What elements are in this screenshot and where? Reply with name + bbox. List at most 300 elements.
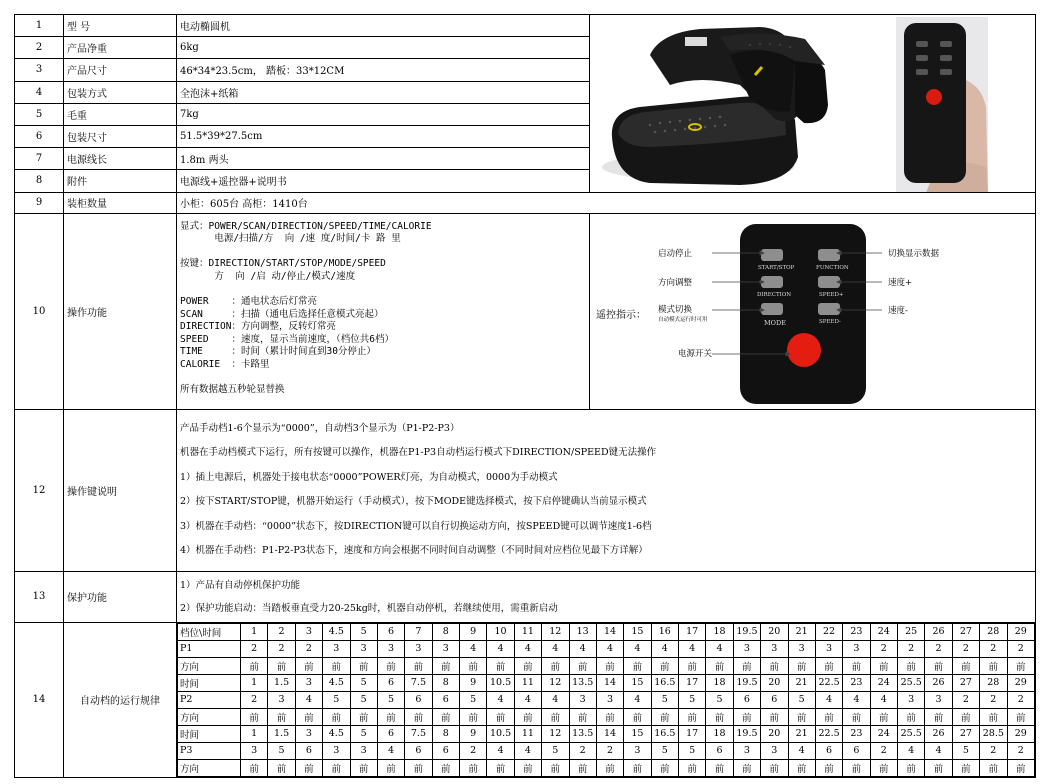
schedule-cell: 27	[952, 674, 979, 691]
schedule-cell: 4	[843, 691, 870, 708]
schedule-cell: 前	[925, 759, 952, 776]
schedule-cell: 前	[815, 708, 842, 725]
schedule-cell: 22	[815, 623, 842, 640]
schedule-cell: 10.5	[487, 725, 514, 742]
schedule-cell: 前	[679, 708, 706, 725]
schedule-cell: 4	[624, 640, 651, 657]
schedule-cell: 4	[624, 691, 651, 708]
schedule-cell: 4	[569, 640, 596, 657]
schedule-cell: 3	[733, 742, 760, 759]
schedule-cell: 4	[295, 691, 322, 708]
schedule-cell: 前	[1007, 708, 1035, 725]
spec-body	[15, 15, 1036, 778]
schedule-cell: 5	[706, 691, 733, 708]
schedule-cell: 10	[487, 623, 514, 640]
schedule-cell: 1.5	[268, 725, 295, 742]
label-mode: 模式切换	[658, 305, 693, 315]
row-number: 1	[15, 15, 64, 37]
operation-line	[180, 246, 586, 259]
schedule-cell: 前	[377, 759, 404, 776]
schedule-cell: 前	[241, 708, 268, 725]
operation-line: SCAN ：扫描（通电后选择任意模式亮起）	[180, 308, 384, 320]
schedule-cell: 前	[405, 759, 432, 776]
schedule-row-label: 方向	[178, 708, 241, 725]
schedule-cell: 前	[569, 657, 596, 674]
schedule-cell: 2	[870, 640, 897, 657]
schedule-cell: 前	[295, 759, 322, 776]
operation-line: TIME ：时间（累计时间直到30分停止）	[180, 346, 376, 358]
schedule-row-label: P3	[178, 742, 241, 759]
auto-schedule-table	[177, 623, 1035, 777]
schedule-cell: 前	[1007, 657, 1035, 674]
btn-direction: DIRECTION	[757, 292, 792, 298]
schedule-cell: 前	[952, 708, 979, 725]
row-label: 装柜数量	[64, 192, 177, 213]
schedule-cell: 前	[241, 657, 268, 674]
keys-line: 2）按下START/STOP键，机器开始运行（手动模式），按下MODE键选择模式，按下启停键确认当前显示模式	[180, 496, 647, 507]
schedule-cell: 前	[268, 657, 295, 674]
schedule-cell: 5	[350, 725, 377, 742]
protection-line: 2）保护功能启动：当踏板垂直受力20-25kg时，机器自动停机，若继续使用，需重新启动	[180, 602, 558, 614]
schedule-cell: 2	[1007, 640, 1035, 657]
row-value: 46*34*23.5cm， 踏板：33*12CM	[177, 59, 590, 81]
row-label: 自动档的运行规律	[64, 622, 177, 777]
label-mode-sub: 自动模式运行时可用	[658, 317, 708, 323]
schedule-cell: 3	[350, 742, 377, 759]
row-number: 10	[15, 213, 64, 409]
operation-row	[15, 213, 1036, 409]
schedule-cell: 4	[460, 640, 487, 657]
schedule-cell: 25.5	[898, 674, 925, 691]
schedule-row	[178, 657, 1035, 674]
schedule-cell: 8	[432, 725, 459, 742]
schedule-cell: 前	[679, 657, 706, 674]
operation-line: POWER ：通电状态后灯常亮	[180, 296, 317, 308]
schedule-cell: 15	[624, 674, 651, 691]
schedule-cell: 前	[706, 657, 733, 674]
schedule-cell: 4	[925, 742, 952, 759]
schedule-cell: 前	[569, 759, 596, 776]
schedule-cell: 前	[268, 759, 295, 776]
schedule-cell: 前	[1007, 759, 1035, 776]
schedule-cell: 20	[761, 623, 788, 640]
schedule-cell: 前	[377, 708, 404, 725]
schedule-cell: 5	[651, 742, 678, 759]
schedule-cell: 3	[377, 640, 404, 657]
row-label: 操作键说明	[64, 409, 177, 571]
schedule-cell: 17	[679, 623, 706, 640]
schedule-cell: 前	[350, 657, 377, 674]
schedule-cell: 前	[706, 708, 733, 725]
schedule-cell: 24	[870, 674, 897, 691]
schedule-cell: 3	[569, 691, 596, 708]
schedule-cell: 24	[870, 623, 897, 640]
schedule-cell: 26	[925, 674, 952, 691]
schedule-cell: 5	[952, 742, 979, 759]
schedule-cell: 2	[980, 691, 1007, 708]
schedule-cell: 前	[624, 759, 651, 776]
row-value: 1.8m 两头	[177, 148, 590, 170]
row-label: 型 号	[64, 15, 177, 37]
schedule-cell: 前	[898, 759, 925, 776]
schedule-cell: 29	[1007, 623, 1035, 640]
schedule-cell: 22.5	[815, 725, 842, 742]
schedule-cell: 4	[679, 640, 706, 657]
schedule-cell: 前	[843, 708, 870, 725]
schedule-cell: 前	[514, 708, 541, 725]
schedule-cell: 23	[843, 674, 870, 691]
schedule-cell: 前	[487, 708, 514, 725]
schedule-cell: 前	[761, 759, 788, 776]
keys-line: 机器在手动档模式下运行，所有按键可以操作，机器在P1-P3自动档运行模式下DIRECTION/SPEED键无法操作	[180, 447, 657, 458]
schedule-cell: 前	[487, 759, 514, 776]
row-number: 8	[15, 170, 64, 192]
schedule-cell: 10.5	[487, 674, 514, 691]
schedule-cell: 2	[596, 742, 623, 759]
schedule-cell: 2	[952, 640, 979, 657]
row-value: 7kg	[177, 103, 590, 125]
schedule-cell: 前	[377, 657, 404, 674]
schedule-cell: 20	[761, 725, 788, 742]
schedule-cell: 前	[323, 708, 350, 725]
schedule-cell: 14	[596, 623, 623, 640]
schedule-cell: 2	[980, 640, 1007, 657]
operation-line: 方 向 /启 动/停止/模式/速度	[180, 270, 356, 282]
schedule-cell: 23	[843, 725, 870, 742]
schedule-cell: 4	[377, 742, 404, 759]
schedule-cell: 25	[898, 623, 925, 640]
schedule-cell: 5	[350, 674, 377, 691]
schedule-cell: 2	[268, 640, 295, 657]
schedule-cell: 23	[843, 623, 870, 640]
schedule-cell: 前	[405, 657, 432, 674]
label-function: 切换显示数据	[888, 249, 940, 259]
btn-mode: MODE	[764, 319, 786, 327]
schedule-cell: 前	[761, 708, 788, 725]
schedule-cell: 3	[405, 640, 432, 657]
schedule-cell: 前	[980, 657, 1007, 674]
schedule-cell: 前	[241, 759, 268, 776]
schedule-cell: 3	[323, 640, 350, 657]
schedule-row-label: 时间	[178, 674, 241, 691]
schedule-cell: 4	[706, 640, 733, 657]
schedule-cell: 29	[1007, 725, 1035, 742]
protection-row	[15, 571, 1036, 622]
schedule-cell: 6	[815, 742, 842, 759]
schedule-cell: 16.5	[651, 674, 678, 691]
schedule-cell: 2	[925, 640, 952, 657]
schedule-cell: 13	[569, 623, 596, 640]
schedule-cell: 5	[460, 691, 487, 708]
schedule-cell: 21	[788, 674, 815, 691]
row-label: 保护功能	[64, 571, 177, 622]
remote-title: 遥控指示：	[596, 310, 646, 321]
row-number: 4	[15, 81, 64, 103]
schedule-cell: 4	[788, 742, 815, 759]
remote-control-photo	[896, 17, 988, 192]
schedule-cell: 4.5	[323, 623, 350, 640]
schedule-cell: 17	[679, 674, 706, 691]
row-number: 7	[15, 148, 64, 170]
operation-line: 显式：POWER/SCAN/DIRECTION/SPEED/TIME/CALORIE	[180, 220, 432, 232]
row-value: 电动椭圆机	[177, 15, 590, 37]
schedule-cell: 14	[596, 674, 623, 691]
schedule-cell: 前	[542, 708, 569, 725]
schedule-cell: 前	[323, 657, 350, 674]
schedule-cell: 3	[898, 691, 925, 708]
schedule-cell: 1	[241, 674, 268, 691]
schedule-cell: 18	[706, 674, 733, 691]
schedule-cell: 前	[761, 657, 788, 674]
schedule-cell: 6	[295, 742, 322, 759]
schedule-cell: 6	[405, 691, 432, 708]
row-label: 附件	[64, 170, 177, 192]
schedule-cell: 前	[870, 759, 897, 776]
schedule-row-label: 方向	[178, 759, 241, 776]
schedule-cell: 28.5	[980, 725, 1007, 742]
keys-details	[177, 409, 1036, 571]
schedule-row-label: P1	[178, 640, 241, 657]
label-speed-down: 速度-	[888, 306, 908, 316]
schedule-cell: 3	[350, 640, 377, 657]
schedule-cell: 前	[350, 759, 377, 776]
row-number: 12	[15, 409, 64, 571]
schedule-cell: 5	[788, 691, 815, 708]
schedule-cell: 6	[761, 691, 788, 708]
schedule-cell: 前	[323, 759, 350, 776]
schedule-cell: 前	[295, 657, 322, 674]
schedule-cell: 5	[268, 742, 295, 759]
schedule-row	[178, 640, 1035, 657]
schedule-cell: 5	[323, 691, 350, 708]
schedule-cell: 前	[980, 708, 1007, 725]
operation-line: SPEED ：速度，显示当前速度，（档位共6档）	[180, 333, 394, 345]
schedule-cell: 8	[432, 623, 459, 640]
schedule-cell: 1	[241, 725, 268, 742]
schedule-cell: 前	[733, 708, 760, 725]
schedule-cell: 6	[405, 742, 432, 759]
schedule-cell: 前	[925, 708, 952, 725]
schedule-cell: 16	[651, 623, 678, 640]
schedule-cell: 4	[514, 640, 541, 657]
schedule-cell: 28	[980, 623, 1007, 640]
btn-start-stop: START/STOP	[758, 265, 795, 271]
schedule-row	[178, 708, 1035, 725]
schedule-cell: 前	[843, 759, 870, 776]
schedule-cell: 前	[870, 708, 897, 725]
schedule-cell: 前	[460, 759, 487, 776]
schedule-row	[178, 623, 1035, 640]
schedule-cell: 3	[843, 640, 870, 657]
row-label: 产品净重	[64, 37, 177, 59]
schedule-cell: 29	[1007, 674, 1035, 691]
schedule-cell: 12	[542, 674, 569, 691]
label-direction: 方向调整	[658, 278, 693, 288]
schedule-cell: 6	[843, 742, 870, 759]
schedule-cell: 前	[569, 708, 596, 725]
schedule-cell: 14	[596, 725, 623, 742]
schedule-cell: 前	[925, 657, 952, 674]
operation-line: CALORIE ：卡路里	[180, 359, 270, 371]
schedule-cell: 3	[761, 640, 788, 657]
schedule-cell: 4	[487, 742, 514, 759]
schedule-cell: 3	[323, 742, 350, 759]
schedule-cell: 前	[624, 708, 651, 725]
schedule-cell: 3	[815, 640, 842, 657]
product-photos-cell	[590, 15, 1036, 193]
schedule-cell: 前	[898, 708, 925, 725]
schedule-cell: 2	[295, 640, 322, 657]
schedule-cell: 6	[432, 691, 459, 708]
schedule-cell: 4	[651, 640, 678, 657]
schedule-cell: 3	[733, 640, 760, 657]
keys-line: 1）插上电源后，机器处于接电状态“0000”POWER灯亮，为自动模式，0000为手动模式	[180, 471, 558, 483]
schedule-cell: 前	[596, 708, 623, 725]
schedule-row	[178, 691, 1035, 708]
row-label: 包装尺寸	[64, 125, 177, 147]
label-power: 电源开关	[678, 349, 713, 359]
row-value: 全泡沫+纸箱	[177, 81, 590, 103]
schedule-cell: 前	[952, 657, 979, 674]
protection-details	[177, 571, 1036, 622]
schedule-cell: 5	[350, 691, 377, 708]
schedule-cell: 3	[295, 725, 322, 742]
schedule-cell: 3	[925, 691, 952, 708]
schedule-cell: 13.5	[569, 674, 596, 691]
schedule-cell: 前	[460, 708, 487, 725]
auto-row	[15, 622, 1036, 777]
schedule-row	[178, 725, 1035, 742]
operation-line	[180, 372, 586, 385]
schedule-cell: 前	[651, 657, 678, 674]
schedule-cell: 2	[569, 742, 596, 759]
schedule-cell: 7	[405, 623, 432, 640]
schedule-cell: 2	[241, 691, 268, 708]
schedule-row-label: 时间	[178, 725, 241, 742]
schedule-cell: 15	[624, 623, 651, 640]
schedule-cell: 4	[487, 691, 514, 708]
schedule-cell: 20	[761, 674, 788, 691]
label-speed-up: 速度+	[888, 278, 913, 288]
remote-legend-cell	[590, 213, 1036, 409]
schedule-cell: 12	[542, 725, 569, 742]
row-number: 3	[15, 59, 64, 81]
schedule-cell: 前	[788, 759, 815, 776]
schedule-cell: 3	[596, 691, 623, 708]
schedule-cell: 5	[377, 691, 404, 708]
row-number: 9	[15, 192, 64, 213]
operation-line: DIRECTION：方向调整，反转灯常亮	[180, 321, 336, 333]
schedule-cell: 3	[788, 640, 815, 657]
schedule-cell: 2	[241, 640, 268, 657]
schedule-cell: 3	[241, 742, 268, 759]
schedule-cell: 19.5	[733, 725, 760, 742]
schedule-cell: 24	[870, 725, 897, 742]
schedule-cell: 4	[898, 742, 925, 759]
schedule-cell: 6	[377, 674, 404, 691]
schedule-cell: 11	[514, 674, 541, 691]
schedule-cell: 26	[925, 623, 952, 640]
schedule-cell: 3	[432, 640, 459, 657]
schedule-cell: 11	[514, 725, 541, 742]
schedule-cell: 2	[1007, 691, 1035, 708]
schedule-cell: 25.5	[898, 725, 925, 742]
schedule-cell: 5	[542, 742, 569, 759]
btn-speed-down: SPEED-	[819, 319, 841, 325]
schedule-cell: 15	[624, 725, 651, 742]
schedule-row	[178, 674, 1035, 691]
schedule-cell: 3	[624, 742, 651, 759]
schedule-cell: 3	[761, 742, 788, 759]
schedule-cell: 5	[651, 691, 678, 708]
row-label: 包装方式	[64, 81, 177, 103]
schedule-cell: 9	[460, 725, 487, 742]
schedule-cell: 9	[460, 674, 487, 691]
schedule-row-label: 档位\时间	[178, 623, 241, 640]
spec-row	[15, 192, 1036, 213]
schedule-cell: 前	[679, 759, 706, 776]
schedule-cell: 7.5	[405, 725, 432, 742]
schedule-cell: 4	[542, 640, 569, 657]
schedule-cell: 12	[542, 623, 569, 640]
row-value: 51.5*39*27.5cm	[177, 125, 590, 147]
schedule-cell: 前	[460, 657, 487, 674]
schedule-cell: 前	[815, 759, 842, 776]
schedule-cell: 3	[268, 691, 295, 708]
schedule-cell: 17	[679, 725, 706, 742]
operation-line: 按键：DIRECTION/START/STOP/MODE/SPEED	[180, 258, 386, 270]
schedule-cell: 1.5	[268, 674, 295, 691]
schedule-cell: 4	[870, 691, 897, 708]
row-number: 2	[15, 37, 64, 59]
row-value: 电源线+遥控器+说明书	[177, 170, 590, 192]
operation-line: 电源/扫描/方 向 /速 度/时间/卡 路 里	[180, 233, 401, 245]
schedule-row-label: 方向	[178, 657, 241, 674]
schedule-cell: 2	[268, 623, 295, 640]
schedule-cell: 4	[542, 691, 569, 708]
schedule-cell: 6	[432, 742, 459, 759]
row-label: 操作功能	[64, 213, 177, 409]
schedule-cell: 前	[706, 759, 733, 776]
spec-sheet-table	[14, 14, 1036, 778]
schedule-cell: 6	[733, 691, 760, 708]
keys-line: 3）机器在手动档：“0000”状态下，按DIRECTION键可以自行切换运动方向，按SPEED键可以调节速度1-6档	[180, 520, 652, 532]
schedule-cell: 前	[624, 657, 651, 674]
auto-schedule-cell	[177, 622, 1036, 777]
operation-details	[177, 213, 590, 409]
row-label: 产品尺寸	[64, 59, 177, 81]
schedule-cell: 28	[980, 674, 1007, 691]
schedule-cell: 4.5	[323, 674, 350, 691]
schedule-cell: 前	[980, 759, 1007, 776]
btn-speed-up: SPEED+	[819, 292, 844, 298]
schedule-cell: 4	[487, 640, 514, 657]
schedule-cell: 前	[432, 657, 459, 674]
schedule-row	[178, 759, 1035, 776]
row-number: 6	[15, 125, 64, 147]
schedule-cell: 2	[952, 691, 979, 708]
schedule-cell: 27	[952, 623, 979, 640]
schedule-cell: 4	[596, 640, 623, 657]
row-number: 14	[15, 622, 64, 777]
schedule-cell: 18	[706, 725, 733, 742]
schedule-cell: 前	[788, 708, 815, 725]
schedule-cell: 前	[487, 657, 514, 674]
schedule-cell: 前	[295, 708, 322, 725]
schedule-cell: 前	[350, 708, 377, 725]
schedule-cell: 前	[651, 708, 678, 725]
schedule-cell: 6	[377, 725, 404, 742]
